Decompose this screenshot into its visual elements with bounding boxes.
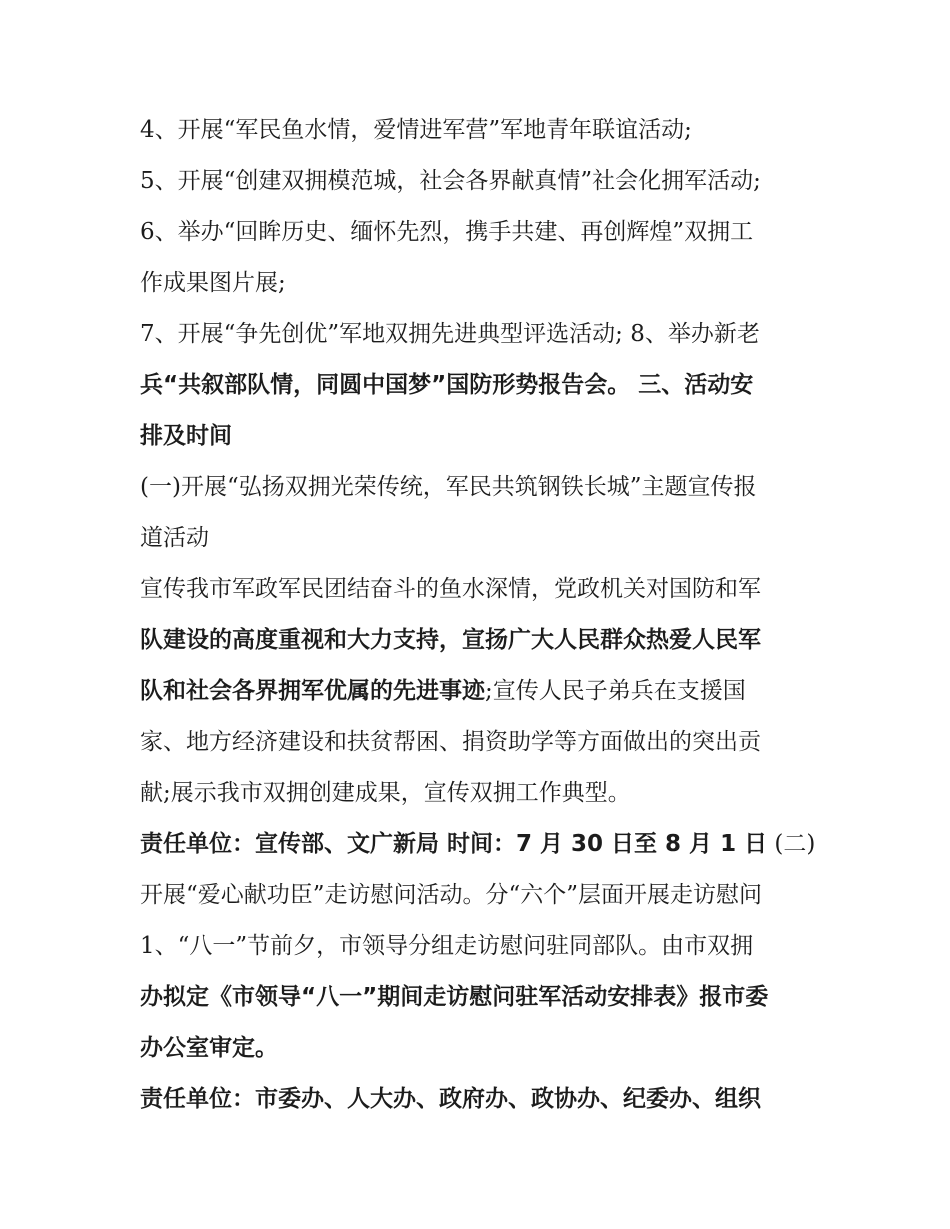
text-segment-regular: (二): [767, 831, 816, 857]
text-line-5: 7、开展“争先创优”军地双拥先进典型评选活动; 8、举办新老: [140, 321, 760, 347]
text-line-2: 5、开展“创建双拥模范城，社会各界献真情”社会化拥军活动;: [140, 168, 761, 194]
text-line-8: (一)开展“弘扬双拥光荣传统，军民共筑钢铁长城”主题宣传报: [140, 474, 757, 500]
text-line-11: 队建设的高度重视和大力支持，宣扬广大人民群众热爱人民军: [140, 627, 761, 653]
text-segment-regular: ;宣传人民子弟兵在支援国: [485, 678, 746, 704]
text-segment-bold: 队和社会各界拥军优属的先进事迹: [140, 678, 485, 704]
text-line-13: 家、地方经济建设和扶贫帮困、捐资助学等方面做出的突出贡: [140, 729, 761, 755]
text-line-1: 4、开展“军民鱼水情，爱情进军营”军地青年联谊活动;: [140, 117, 692, 143]
text-line-10: 宣传我市军政军民团结奋斗的鱼水深情，党政机关对国防和军: [140, 576, 761, 602]
text-line-9: 道活动: [140, 525, 209, 551]
text-line-17: 1、“八一”节前夕，市领导分组走访慰问驻同部队。由市双拥: [140, 933, 754, 959]
text-line-responsible-units-1: [140, 824, 830, 864]
text-line-19: 办公室审定。: [140, 1035, 278, 1061]
text-line-18: 办拟定《市领导“八一”期间走访慰问驻军活动安排表》报市委: [140, 984, 769, 1010]
text-line-4: 作成果图片展;: [140, 270, 286, 296]
text-line-12: [140, 671, 830, 711]
text-line-6: 兵“共叙部队情，同圆中国梦”国防形势报告会。 三、活动安: [140, 372, 754, 398]
text-line-14: 献;展示我市双拥创建成果，宣传双拥工作典型。: [140, 780, 631, 806]
text-line-3: 6、举办“回眸历史、缅怀先烈，携手共建、再创辉煌”双拥工: [140, 219, 754, 245]
text-line-responsible-units-2: 责任单位：市委办、人大办、政府办、政协办、纪委办、组织: [140, 1086, 761, 1112]
text-line-16: 开展“爱心献功臣”走访慰问活动。分“六个”层面开展走访慰问: [140, 882, 763, 908]
text-segment-bold: 责任单位：宣传部、文广新局 时间：7 月 30 日至 8 月 1 日: [140, 831, 768, 857]
section-heading-activity-schedule: 排及时间: [140, 423, 232, 449]
